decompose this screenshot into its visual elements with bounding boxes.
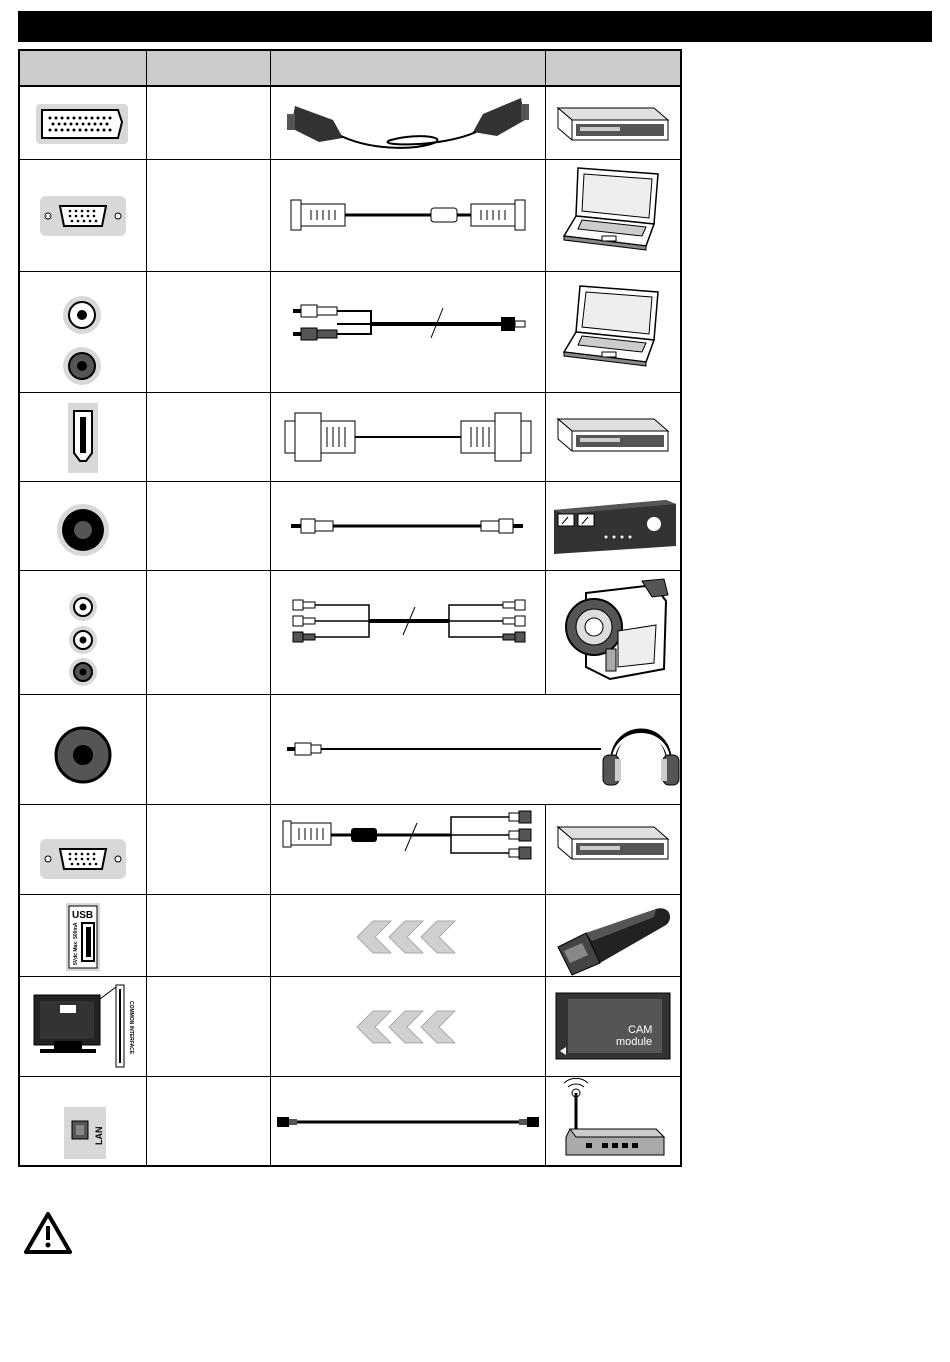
dvd-recorder-icon bbox=[546, 88, 680, 159]
pc-audio-sockets-icon bbox=[20, 272, 146, 392]
svg-text:LAN: LAN bbox=[94, 1126, 104, 1145]
connections-table bbox=[18, 49, 682, 1167]
vga-socket-icon bbox=[20, 160, 146, 271]
usb-socket-icon bbox=[20, 895, 146, 976]
svg-text:module: module bbox=[616, 1036, 653, 1048]
column-divider bbox=[146, 51, 147, 1165]
svg-text:COMMON INTERFACE: COMMON INTERFACE bbox=[128, 1001, 134, 1055]
router-icon bbox=[546, 1077, 680, 1165]
svg-text:CAM: CAM bbox=[628, 1024, 653, 1036]
ci-slot-icon bbox=[20, 977, 146, 1076]
hdmi-socket-icon bbox=[20, 393, 146, 481]
dvd-recorder-icon bbox=[546, 393, 680, 481]
headphone-socket-icon bbox=[20, 695, 146, 804]
dvd-recorder-icon bbox=[546, 805, 680, 894]
title-bar bbox=[18, 11, 932, 42]
usb-stick-icon bbox=[546, 895, 680, 976]
table-header-row bbox=[20, 51, 680, 87]
coaxial-cable-icon bbox=[271, 482, 545, 570]
svg-text:USB: USB bbox=[72, 910, 94, 921]
rca-to-jack-cable-icon bbox=[271, 272, 545, 392]
ethernet-cable-icon bbox=[271, 1077, 545, 1165]
laptop-icon bbox=[546, 160, 680, 271]
camcorder-icon bbox=[546, 571, 680, 694]
vga-cable-icon bbox=[271, 160, 545, 271]
scart-socket-icon bbox=[20, 88, 146, 159]
av-cable-icon bbox=[271, 571, 545, 694]
scart-cable-icon bbox=[271, 88, 545, 159]
insert-arrows-icon bbox=[271, 895, 545, 976]
hdmi-cable-icon bbox=[271, 393, 545, 481]
insert-arrows-icon bbox=[271, 977, 545, 1076]
lan-socket-icon bbox=[20, 1077, 146, 1165]
vga-to-ypbpr-cable-icon bbox=[271, 805, 545, 894]
laptop-icon bbox=[546, 272, 680, 392]
spdif-socket-icon bbox=[20, 482, 146, 570]
audio-amplifier-icon bbox=[546, 482, 680, 570]
av-sockets-icon bbox=[20, 571, 146, 694]
cam-module-icon bbox=[546, 977, 680, 1076]
warning-icon bbox=[22, 1210, 74, 1258]
headphone-cable-icon bbox=[271, 695, 680, 804]
svg-text:5Vdc Max: 500mA: 5Vdc Max: 500mA bbox=[73, 922, 79, 965]
ypbpr-vga-socket-icon bbox=[20, 805, 146, 894]
